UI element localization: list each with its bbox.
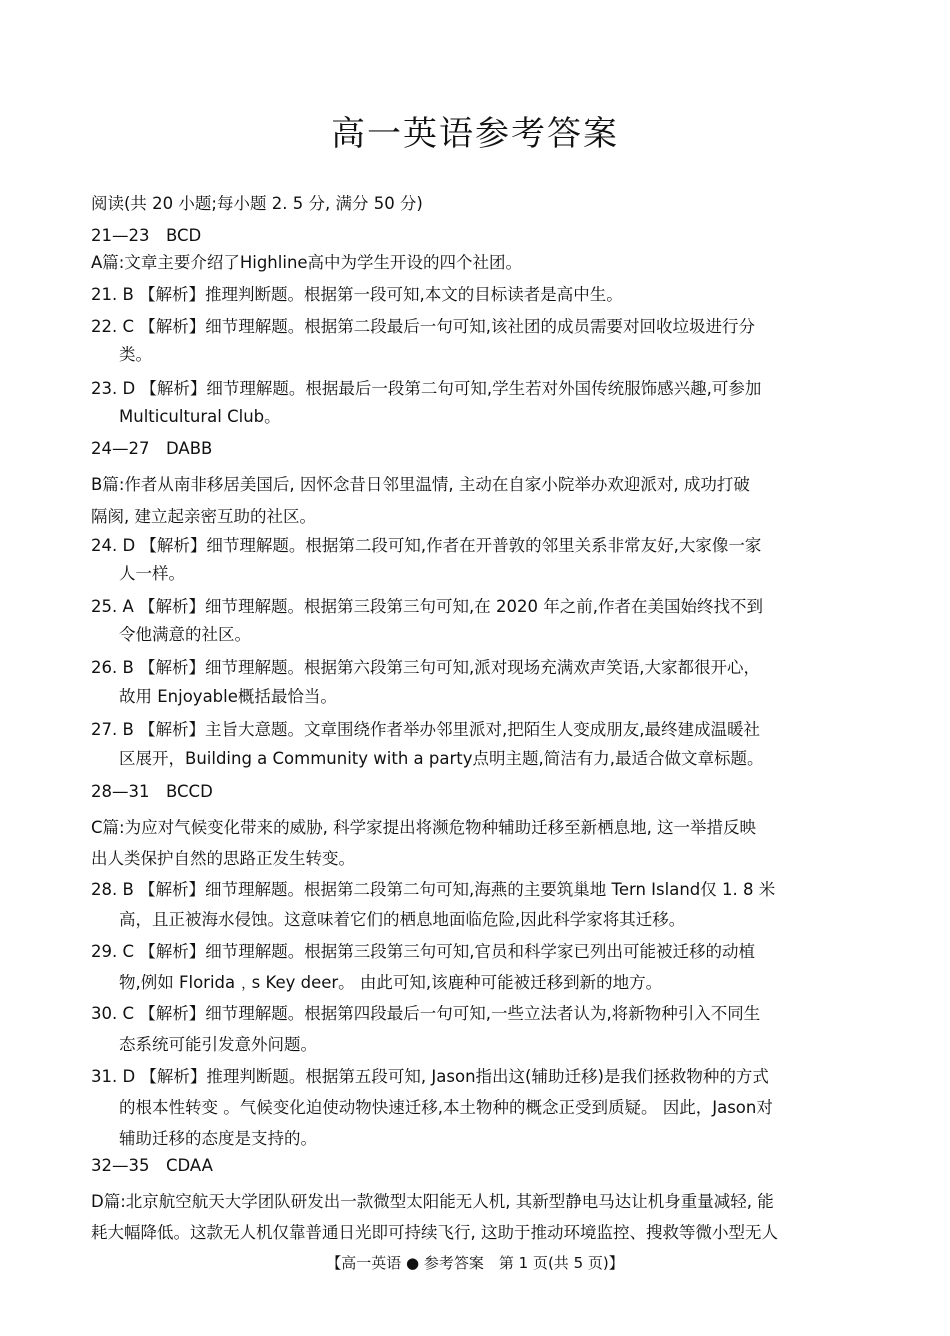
question-27-line1: 27. B 【解析】主旨大意题。文章围绕作者举办邻里派对,把陌生人变成朋友,最终建成温暖社 xyxy=(91,720,761,739)
question-21: 21. B 【解析】推理判断题。根据第一段可知,本文的目标读者是高中生。 xyxy=(91,285,623,304)
page-title: 高一英语参考答案 xyxy=(331,114,619,154)
passage-d-summary-line2: 耗大幅降低。这款无人机仅靠普通日光即可持续飞行, 这助于推动环境监控、搜救等微小型无人 xyxy=(91,1223,778,1242)
question-29-line2: 物,例如 Florida﹐s Key deer。 由此可知,该鹿种可能被迁移到新的地方。 xyxy=(119,973,663,992)
question-28-line2: 高，且正被海水侵蚀。这意味着它们的栖息地面临危险,因此科学家将其迁移。 xyxy=(119,910,686,929)
answers-group-b: 24—27 DABB xyxy=(91,439,213,458)
passage-a-summary: A篇:文章主要介绍了Highline高中为学生开设的四个社团。 xyxy=(91,253,523,272)
question-31-line3: 辅助迁移的态度是支持的。 xyxy=(119,1129,317,1148)
passage-b-summary-line1: B篇:作者从南非移居美国后, 因怀念昔日邻里温情, 主动在自家小院举办欢迎派对, 成功打破 xyxy=(91,475,750,494)
passage-d-summary-line1: D篇:北京航空航天大学团队研发出一款微型太阳能无人机, 其新型静电马达让机身重量减轻, 能 xyxy=(91,1192,774,1211)
question-30-line2: 态系统可能引发意外问题。 xyxy=(119,1035,317,1054)
answers-group-a: 21—23 BCD xyxy=(91,226,202,245)
section-header: 阅读(共 20 小题;每小题 2. 5 分, 满分 50 分) xyxy=(91,194,423,213)
question-31-line1: 31. D 【解析】推理判断题。根据第五段可知, Jason指出这(辅助迁移)是我们拯救物种的方式 xyxy=(91,1067,769,1086)
question-23-line2: Multicultural Club。 xyxy=(119,407,281,426)
question-24-line2: 人一样。 xyxy=(119,564,185,583)
question-23-line1: 23. D 【解析】细节理解题。根据最后一段第二句可知,学生若对外国传统服饰感兴趣,可参加 xyxy=(91,379,762,398)
question-26-line1: 26. B 【解析】细节理解题。根据第六段第三句可知,派对现场充满欢声笑语,大家都很开心， xyxy=(91,658,761,677)
passage-c-summary-line2: 出人类保护自然的思路正发生转变。 xyxy=(91,849,355,868)
question-24-line1: 24. D 【解析】细节理解题。根据第二段可知,作者在开普敦的邻里关系非常友好,大家像一家 xyxy=(91,536,762,555)
question-29-line1: 29. C 【解析】细节理解题。根据第三段第三句可知,官员和科学家已列出可能被迁移的动植 xyxy=(91,942,755,961)
question-30-line1: 30. C 【解析】细节理解题。根据第四段最后一句可知,一些立法者认为,将新物种引入不同生 xyxy=(91,1004,761,1023)
question-25-line1: 25. A 【解析】细节理解题。根据第三段第三句可知,在 2020 年之前,作者在美国始终找不到 xyxy=(91,597,763,616)
question-26-line2: 故用 Enjoyable概括最恰当。 xyxy=(119,687,337,706)
passage-b-summary-line2: 隔阂, 建立起亲密互助的社区。 xyxy=(91,507,316,526)
answers-group-c: 28—31 BCCD xyxy=(91,782,213,801)
question-22-line1: 22. C 【解析】细节理解题。根据第二段最后一句可知,该社团的成员需要对回收垃圾进行分 xyxy=(91,317,755,336)
passage-c-summary-line1: C篇:为应对气候变化带来的威胁, 科学家提出将濒危物种辅助迁移至新栖息地, 这一举措反映 xyxy=(91,818,757,837)
question-28-line1: 28. B 【解析】细节理解题。根据第二段第二句可知,海燕的主要筑巢地 Tern Island仅 1. 8 米 xyxy=(91,880,776,899)
answers-group-d: 32—35 CDAA xyxy=(91,1156,213,1175)
question-25-line2: 令他满意的社区。 xyxy=(119,625,251,644)
question-27-line2: 区展开，Building a Community with a party点明主题,简洁有力,最适合做文章标题。 xyxy=(119,749,764,768)
page-footer: 【高一英语 ● 参考答案 第 1 页(共 5 页)】 xyxy=(326,1254,624,1272)
question-31-line2: 的根本性转变 。气候变化迫使动物快速迁移,本土物种的概念正受到质疑。 因此，Jason对 xyxy=(119,1098,773,1117)
question-22-line2: 类。 xyxy=(119,345,152,364)
